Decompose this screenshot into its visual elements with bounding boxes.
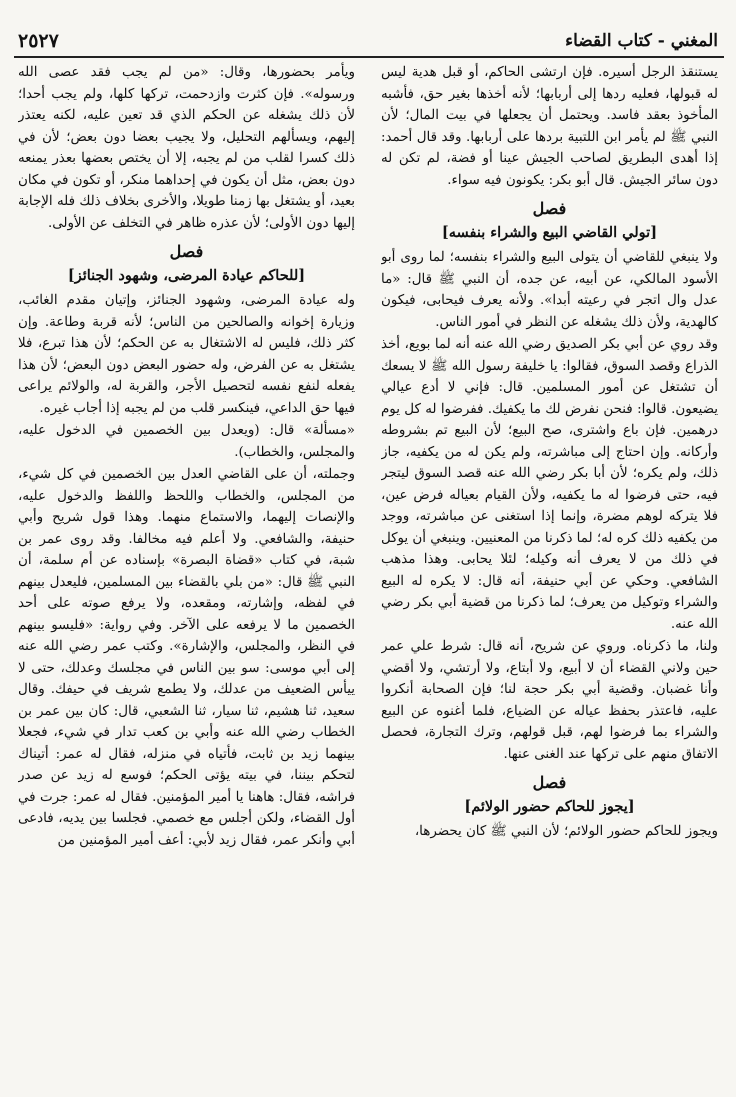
- paragraph: وله عيادة المرضى، وشهود الجنائز، وإتيان مقدم الغائب، وزيارة إخوانه والصالحين من الناس؛ لأنه قربة وطاعة. وإن كثر ذلك، فليس له الاشتغال به عن الحكم؛ لأن هذا تبرع، فلا يشتغل به عن الفرض، وله حضور البعض دون البعض؛ لأن هذا يفعله لنفع نفسه لتحصيل الأجر، والقربة له، والولائم يراعى فيها حق الداعي، فينكسر قلب من لم يجبه إذا أجاب غيره.: [18, 293, 355, 416]
- running-title: المغني - كتاب القضاء: [565, 31, 718, 51]
- section-label: فصل: [532, 199, 567, 218]
- section-title: [يجوز للحاكم حضور الولائم]: [464, 798, 635, 815]
- section-title: [تولي القاضي البيع والشراء بنفسه]: [441, 224, 658, 241]
- paragraph: ولنا، ما ذكرناه. وروي عن شريح، أنه قال: شرط علي عمر حين ولاني القضاء أن لا أبيع، ولا أبتاع، ولا أرتشي، ولا أقضي وأنا غضبان. وقضية أبي بكر حجة لنا؛ فإن الصحابة أنكروا عليه، فاعتذر بحفظ عياله عن الضياع، فلما أغنوه عن البيع والشراء بما فرضوا لهم، قبل قولهم، وترك التجارة، فحصل الاتفاق منهم على تركها عند الغنى عنها.: [381, 639, 718, 762]
- section-heading: [381, 197, 718, 245]
- paragraph: ولا ينبغي للقاضي أن يتولى البيع والشراء بنفسه؛ لما روى أبو الأسود المالكي، عن أبيه، عن جده، أن النبي ﷺ قال: «ما عدل وال اتجر في رعيته أبدا». ولأنه يعرف فيحابى، فيكون كالهدية، ولأن ذلك يشغله عن النظر في أمور الناس.: [381, 250, 718, 330]
- paragraph: يستنقذ الرجل أسيره. فإن ارتشى الحاكم، أو قبل هدية ليس له قبولها، فعليه ردها إلى أربابها؛ لأنه أخذها بغير حق، فأشبه المأخوذ بعقد فاسد. ويحتمل أن يجعلها في بيت المال؛ لأن النبي ﷺ لم يأمر ابن اللتبية بردها على أربابها. وقد قال أحمد: إذا أهدى البطريق لصاحب الجيش عينا أو فضة، لم تكن له دون سائر الجيش. قال أبو بكر: يكونون فيه سواء.: [381, 65, 718, 188]
- paragraph: «مسألة» قال: (ويعدل بين الخصمين في الدخول عليه، والمجلس، والخطاب).: [18, 423, 355, 460]
- section-label: فصل: [169, 242, 204, 261]
- page-number: ٢٥٢٧: [18, 30, 59, 52]
- left-column: [18, 62, 355, 1089]
- section-title: [للحاكم عيادة المرضى، وشهود الجنائز]: [67, 267, 306, 284]
- section-heading: [18, 240, 355, 288]
- section-label: فصل: [532, 773, 567, 792]
- right-column: [381, 62, 718, 1089]
- paragraph: وقد روي عن أبي بكر الصديق رضي الله عنه أنه لما بويع، أخذ الذراع وقصد السوق، فقالوا: يا خليفة رسول الله ﷺ لا يسعك أن تشتغل عن أمور المسلمين. قال: فإني لا أدع عيالي يضيعون. قالوا: فنحن نفرض لك ما يكفيك. ففرضوا له كل يوم درهمين. فإن باع واشترى، صح البيع؛ لأن البيع تم بشروطه وأركانه. وإن احتاج إلى مباشرته، ولم يكن له من يكفيه، جاز ذلك، ولم يكره؛ لأن أبا بكر رضي الله عنه قصد السوق ليتجر فيه، حتى فرضوا له ما يكفيه، ولأن القيام بعياله فرض عين، فلا يتركه لوهم مضرة، وإنما إذا استغنى عن مباشرته، ووجد من يكفيه ذلك كره له؛ لما ذكرنا من المعنيين. وينبغي أن يوكل في ذلك من لا يعرف أنه وكيله؛ لئلا يحابى. وهذا مذهب الشافعي. وحكي عن أبي حنيفة، أنه قال: لا يكره له البيع والشراء وتوكيل من يعرف؛ لما ذكرنا من قضية أبي بكر رضي الله عنه.: [381, 337, 718, 632]
- section-heading: [381, 771, 718, 819]
- paragraph: ويجوز للحاكم حضور الولائم؛ لأن النبي ﷺ كان يحضرها،: [414, 824, 718, 839]
- page-header: [14, 26, 724, 58]
- paragraph: ويأمر بحضورها، وقال: «من لم يجب فقد عصى الله ورسوله». فإن كثرت وازدحمت، تركها كلها، ولم يجب أحدا؛ لأن ذلك يشغله عن الحكم الذي قد تعين عليه، لكنه يعتذر إليهم، ويسألهم التحليل، ولا يجيب بعضا دون بعض؛ لأن في ذلك كسرا لقلب من لم يجبه، إلا أن يختص بعضها بعذر يمنعه دون بعض، مثل أن يكون في إحداهما منكر، أو تكون في مكان بعيد، أو يشتغل بها زمنا طويلا، والأخرى بخلاف ذلك فله الإجابة إليها دون الأولى؛ لأن عذره ظاهر في التخلف عن الأولى.: [18, 65, 355, 231]
- paragraph: وجملته، أن على القاضي العدل بين الخصمين في كل شيء، من المجلس، والخطاب واللحظ واللفظ والدخول عليه، والإنصات إليهما، والاستماع منهما. وهذا قول شريح وأبي حنيفة، والشافعي. ولا أعلم فيه مخالفا. وقد روى عمر بن شبة، في كتاب «قضاة البصرة» بإسناده عن أم سلمة، أن النبي ﷺ قال: «من بلي بالقضاء بين المسلمين، فليعدل بينهم في لفظه، وإشارته، ومقعده، ولا يرفع صوته على أحد الخصمين ما لا يرفعه على الآخر. وفي رواية: «فليسو بينهم في النظر، والمجلس، والإشارة». وكتب عمر رضي الله عنه إلى أبي موسى: سو بين الناس في مجلسك وعدلك، حتى لا ييأس الضعيف من عدلك، ولا يطمع شريف في حيفك. وقال سعيد، ثنا هشيم، ثنا سيار، ثنا الشعبي، قال: كان بين عمر بن الخطاب رضي الله عنه وأبي بن كعب تدار في شيء، فجعلا بينهما زيد بن ثابت، فأتياه في منزله، فقال له عمر: أتيناك لتحكم بيننا، في بيته يؤتى الحكم؛ فوسع له زيد عن صدر فراشه، فقال: هاهنا يا أمير المؤمنين. فقال له عمر: جرت في أول القضاء، ولكن أجلس مع خصمي. فجلسا بين يديه، فادعى أبي وأنكر عمر، فقال زيد لأبي: أعف أمير المؤمنين من: [18, 467, 355, 848]
